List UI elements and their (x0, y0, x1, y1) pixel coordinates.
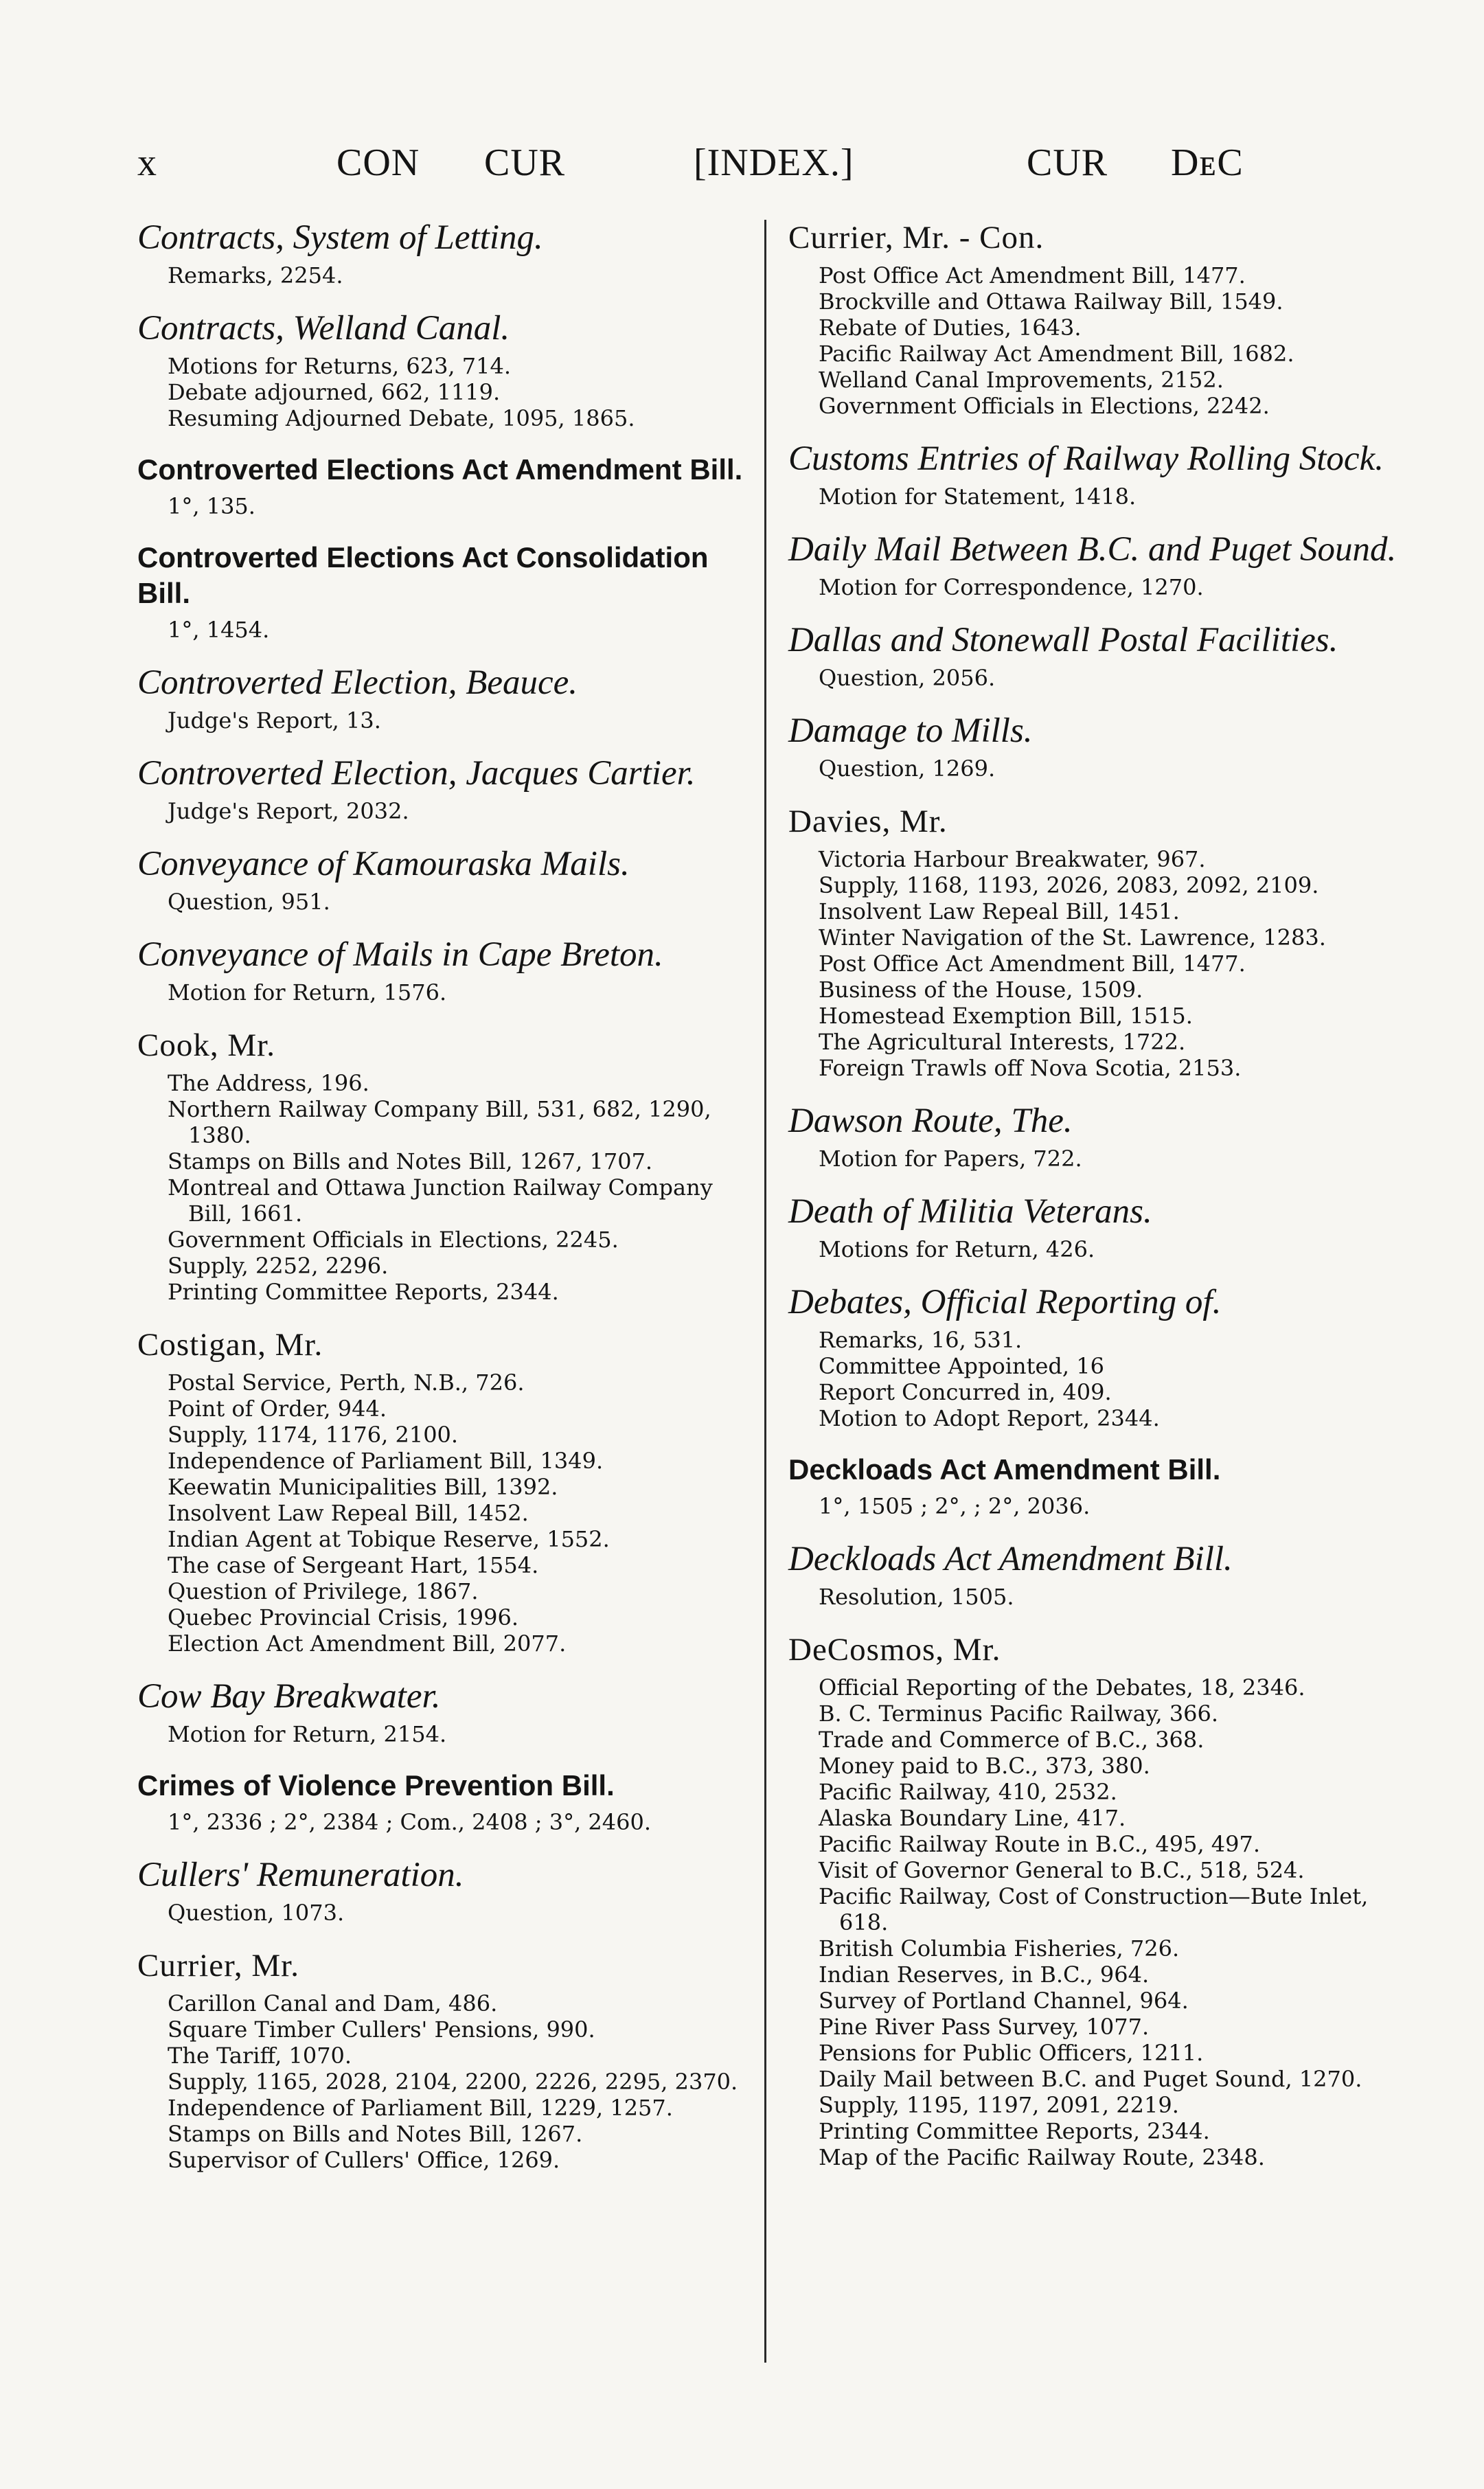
header-range-left-end: CUR (484, 141, 566, 184)
index-entry (788, 621, 1424, 691)
index-entry-heading: Controverted Elections Act Consolidation Bill. (137, 541, 709, 609)
index-reference: Pacific Railway, 410, 2532. (819, 1779, 1117, 1805)
index-entry (788, 440, 1424, 510)
index-entry (137, 452, 749, 519)
index-reference: Supply, 1195, 1197, 2091, 2219. (819, 2092, 1179, 2118)
index-reference: Postal Service, Perth, N.B., 726. (168, 1369, 525, 1396)
index-entry (788, 1192, 1424, 1262)
index-entry-references (788, 1146, 1424, 1172)
index-reference: The Address, 196. (168, 1070, 369, 1096)
index-entry-references (788, 1674, 1424, 2170)
index-entry-references (137, 707, 749, 734)
index-entry-heading: Cullers' Remuneration. (137, 1856, 464, 1894)
index-reference: Motion for Papers, 722. (819, 1146, 1082, 1172)
index-entry-heading: Damage to Mills. (788, 712, 1033, 750)
index-entry (137, 754, 749, 824)
right-column (788, 218, 1424, 2191)
index-entry (788, 218, 1424, 419)
index-reference: Pacific Railway Act Amendment Bill, 1682. (819, 341, 1294, 367)
index-entry-heading: Conveyance of Kamouraska Mails. (137, 845, 630, 883)
index-entry-heading: Deckloads Act Amendment Bill. (788, 1453, 1221, 1486)
index-reference: Stamps on Bills and Notes Bill, 1267. (168, 2121, 583, 2147)
index-entry-heading: Cook, Mr. (137, 1027, 275, 1063)
index-reference: Daily Mail between B.C. and Puget Sound, 1270. (819, 2066, 1362, 2092)
index-entry (137, 845, 749, 915)
index-entry-references (137, 889, 749, 915)
index-entry-references (137, 1900, 749, 1926)
index-entry-references (137, 493, 749, 519)
index-reference: Keewatin Municipalities Bill, 1392. (168, 1474, 558, 1500)
page-number: x (137, 141, 157, 184)
index-entry-heading: Crimes of Violence Prevention Bill. (137, 1769, 615, 1802)
index-entry (788, 530, 1424, 600)
index-entry-references (788, 1327, 1424, 1431)
index-entry-references (788, 262, 1424, 419)
index-reference: Supervisor of Cullers' Office, 1269. (168, 2147, 560, 2173)
index-reference: Map of the Pacific Railway Route, 2348. (819, 2144, 1265, 2170)
index-entry-references (137, 1990, 749, 2173)
index-entry (137, 1768, 749, 1835)
index-entry (137, 663, 749, 734)
index-reference: Indian Agent at Tobique Reserve, 1552. (168, 1526, 610, 1552)
index-reference: Welland Canal Improvements, 2152. (819, 367, 1224, 393)
index-entry-heading: Dallas and Stonewall Postal Facilities. (788, 621, 1338, 659)
index-reference: Supply, 1168, 1193, 2026, 2083, 2092, 2109. (819, 872, 1319, 898)
header-range-left-start: CON (336, 141, 420, 184)
index-entry-heading: DeCosmos, Mr. (788, 1632, 1001, 1668)
index-reference: Motion for Return, 1576. (168, 979, 447, 1005)
index-reference: Survey of Portland Channel, 964. (819, 1988, 1189, 2014)
index-reference: Pacific Railway, Cost of Construction—Bute Inlet, 618. (819, 1883, 1369, 1935)
index-reference: 1°, 1505 ; 2°, ; 2°, 2036. (819, 1493, 1091, 1519)
index-entry (788, 712, 1424, 782)
index-entry-references (788, 574, 1424, 600)
index-reference: The Tariff, 1070. (168, 2043, 352, 2069)
index-entry (137, 935, 749, 1005)
index-reference: Alaska Boundary Line, 417. (819, 1805, 1126, 1831)
index-reference: Independence of Parliament Bill, 1229, 1257. (168, 2095, 673, 2121)
index-entry-heading: Daily Mail Between B.C. and Puget Sound. (788, 530, 1397, 569)
index-reference: Committee Appointed, 16 (819, 1353, 1104, 1379)
index-entry-references (137, 1809, 749, 1835)
index-reference: Remarks, 2254. (168, 262, 343, 288)
index-entry-references (137, 262, 749, 288)
index-reference: Montreal and Ottawa Junction Railway Company Bill, 1661. (168, 1174, 713, 1227)
index-reference: Printing Committee Reports, 2344. (819, 2118, 1210, 2144)
index-reference: Report Concurred in, 409. (819, 1379, 1112, 1405)
index-reference: Pacific Railway Route in B.C., 495, 497. (819, 1831, 1261, 1857)
index-reference: Square Timber Cullers' Pensions, 990. (168, 2016, 595, 2043)
index-entry-heading: Currier, Mr. - Con. (788, 220, 1044, 255)
index-entry-references (137, 1369, 749, 1657)
header-range-right-end: DᴇC (1171, 141, 1244, 184)
index-reference: Brockville and Ottawa Railway Bill, 1549. (819, 288, 1283, 315)
index-entry (788, 1630, 1424, 2170)
index-reference: Independence of Parliament Bill, 1349. (168, 1448, 604, 1474)
index-entry-references (137, 979, 749, 1005)
column-divider (764, 220, 766, 2363)
index-reference: Resolution, 1505. (819, 1584, 1014, 1610)
index-entry (137, 1946, 749, 2173)
index-entry-references (788, 484, 1424, 510)
index-reference: Question, 2056. (819, 665, 996, 691)
index-reference: Rebate of Duties, 1643. (819, 315, 1082, 341)
index-reference: 1°, 2336 ; 2°, 2384 ; Com., 2408 ; 3°, 2460. (168, 1809, 652, 1835)
index-entry (137, 1856, 749, 1926)
index-entry (788, 1452, 1424, 1519)
index-reference: Indian Reserves, in B.C., 964. (819, 1962, 1150, 1988)
index-entry-heading: Conveyance of Mails in Cape Breton. (137, 935, 663, 974)
index-reference: Money paid to B.C., 373, 380. (819, 1753, 1150, 1779)
index-reference: Visit of Governor General to B.C., 518, 524. (819, 1857, 1305, 1883)
index-reference: Question, 951. (168, 889, 330, 915)
index-entry-references (788, 1584, 1424, 1610)
index-reference: Judge's Report, 2032. (168, 798, 409, 824)
index-reference: Election Act Amendment Bill, 2077. (168, 1630, 567, 1657)
index-reference: Post Office Act Amendment Bill, 1477. (819, 262, 1246, 288)
index-reference: Motion to Adopt Report, 2344. (819, 1405, 1160, 1431)
index-reference: Question, 1073. (168, 1900, 345, 1926)
index-reference: Point of Order, 944. (168, 1396, 387, 1422)
index-entry-references (137, 798, 749, 824)
index-reference: Homestead Exemption Bill, 1515. (819, 1003, 1193, 1029)
index-reference: Foreign Trawls off Nova Scotia, 2153. (819, 1055, 1242, 1081)
index-entry-references (137, 617, 749, 643)
index-entry-references (137, 1721, 749, 1747)
index-entry-heading: Controverted Election, Jacques Cartier. (137, 754, 696, 793)
index-reference: Victoria Harbour Breakwater, 967. (819, 846, 1206, 872)
index-reference: The case of Sergeant Hart, 1554. (168, 1552, 539, 1578)
index-reference: Carillon Canal and Dam, 486. (168, 1990, 498, 2016)
header-range-right-start: CUR (1027, 141, 1108, 184)
index-entry-heading: Cow Bay Breakwater. (137, 1677, 441, 1716)
index-entry-references (137, 353, 749, 431)
index-reference: Remarks, 16, 531. (819, 1327, 1023, 1353)
index-reference: Pensions for Public Officers, 1211. (819, 2040, 1204, 2066)
index-reference: Question of Privilege, 1867. (168, 1578, 479, 1604)
index-entry-heading: Death of Militia Veterans. (788, 1192, 1152, 1231)
index-entry-references (788, 1236, 1424, 1262)
index-reference: 1°, 135. (168, 493, 255, 519)
index-entry-references (788, 846, 1424, 1081)
index-entry-heading: Contracts, Welland Canal. (137, 309, 510, 348)
index-reference: Resuming Adjourned Debate, 1095, 1865. (168, 405, 635, 431)
index-entry (788, 1102, 1424, 1172)
index-reference: Post Office Act Amendment Bill, 1477. (819, 951, 1246, 977)
index-entry-heading: Customs Entries of Railway Rolling Stock. (788, 440, 1384, 478)
index-reference: Motions for Returns, 623, 714. (168, 353, 512, 379)
index-reference: Debate adjourned, 662, 1119. (168, 379, 501, 405)
index-reference: Pine River Pass Survey, 1077. (819, 2014, 1150, 2040)
index-entry-heading: Contracts, System of Letting. (137, 218, 543, 257)
index-reference: Official Reporting of the Debates, 18, 2346. (819, 1674, 1305, 1701)
index-reference: Supply, 1174, 1176, 2100. (168, 1422, 459, 1448)
index-reference: Insolvent Law Repeal Bill, 1452. (168, 1500, 529, 1526)
index-reference: Motions for Return, 426. (819, 1236, 1095, 1262)
index-reference: Printing Committee Reports, 2344. (168, 1279, 559, 1305)
index-entry (788, 1283, 1424, 1431)
index-entry-heading: Dawson Route, The. (788, 1102, 1073, 1140)
running-header (137, 141, 1305, 196)
index-reference: Question, 1269. (819, 755, 996, 782)
left-column (137, 218, 749, 2194)
index-reference: Winter Navigation of the St. Lawrence, 1283. (819, 924, 1326, 951)
header-section-title: [INDEX.] (694, 141, 854, 184)
index-entry-heading: Controverted Elections Act Amendment Bill. (137, 453, 743, 486)
index-entry-heading: Costigan, Mr. (137, 1327, 323, 1363)
index-entry (137, 1026, 749, 1305)
index-reference: Judge's Report, 13. (168, 707, 381, 734)
index-entry (137, 1326, 749, 1657)
index-reference: 1°, 1454. (168, 617, 270, 643)
index-reference: Motion for Return, 2154. (168, 1721, 447, 1747)
index-entry (788, 802, 1424, 1081)
index-entry-heading: Currier, Mr. (137, 1948, 299, 1984)
index-reference: Business of the House, 1509. (819, 977, 1143, 1003)
index-reference: Supply, 1165, 2028, 2104, 2200, 2226, 2295, 2370. (168, 2069, 738, 2095)
index-reference: Government Officials in Elections, 2242. (819, 393, 1270, 419)
index-entry (788, 1540, 1424, 1610)
index-reference: Insolvent Law Repeal Bill, 1451. (819, 898, 1180, 924)
index-reference: Northern Railway Company Bill, 531, 682, 1290, 1380. (168, 1096, 711, 1148)
index-entry (137, 1677, 749, 1747)
index-entry (137, 218, 749, 288)
index-entry-references (788, 1493, 1424, 1519)
index-reference: B. C. Terminus Pacific Railway, 366. (819, 1701, 1219, 1727)
index-reference: Motion for Correspondence, 1270. (819, 574, 1204, 600)
index-entry-references (788, 665, 1424, 691)
index-reference: The Agricultural Interests, 1722. (819, 1029, 1186, 1055)
index-entry-references (788, 755, 1424, 782)
index-entry-heading: Deckloads Act Amendment Bill. (788, 1540, 1233, 1578)
index-entry-heading: Controverted Election, Beauce. (137, 663, 578, 702)
index-reference: British Columbia Fisheries, 726. (819, 1935, 1180, 1962)
index-reference: Supply, 2252, 2296. (168, 1253, 389, 1279)
index-reference: Quebec Provincial Crisis, 1996. (168, 1604, 518, 1630)
index-entry (137, 309, 749, 431)
index-entry (137, 540, 749, 643)
index-reference: Government Officials in Elections, 2245. (168, 1227, 619, 1253)
index-entry-references (137, 1070, 749, 1305)
index-reference: Trade and Commerce of B.C., 368. (819, 1727, 1205, 1753)
index-reference: Stamps on Bills and Notes Bill, 1267, 1707. (168, 1148, 653, 1174)
index-reference: Motion for Statement, 1418. (819, 484, 1137, 510)
index-entry-heading: Debates, Official Reporting of. (788, 1283, 1222, 1321)
index-entry-heading: Davies, Mr. (788, 804, 948, 839)
